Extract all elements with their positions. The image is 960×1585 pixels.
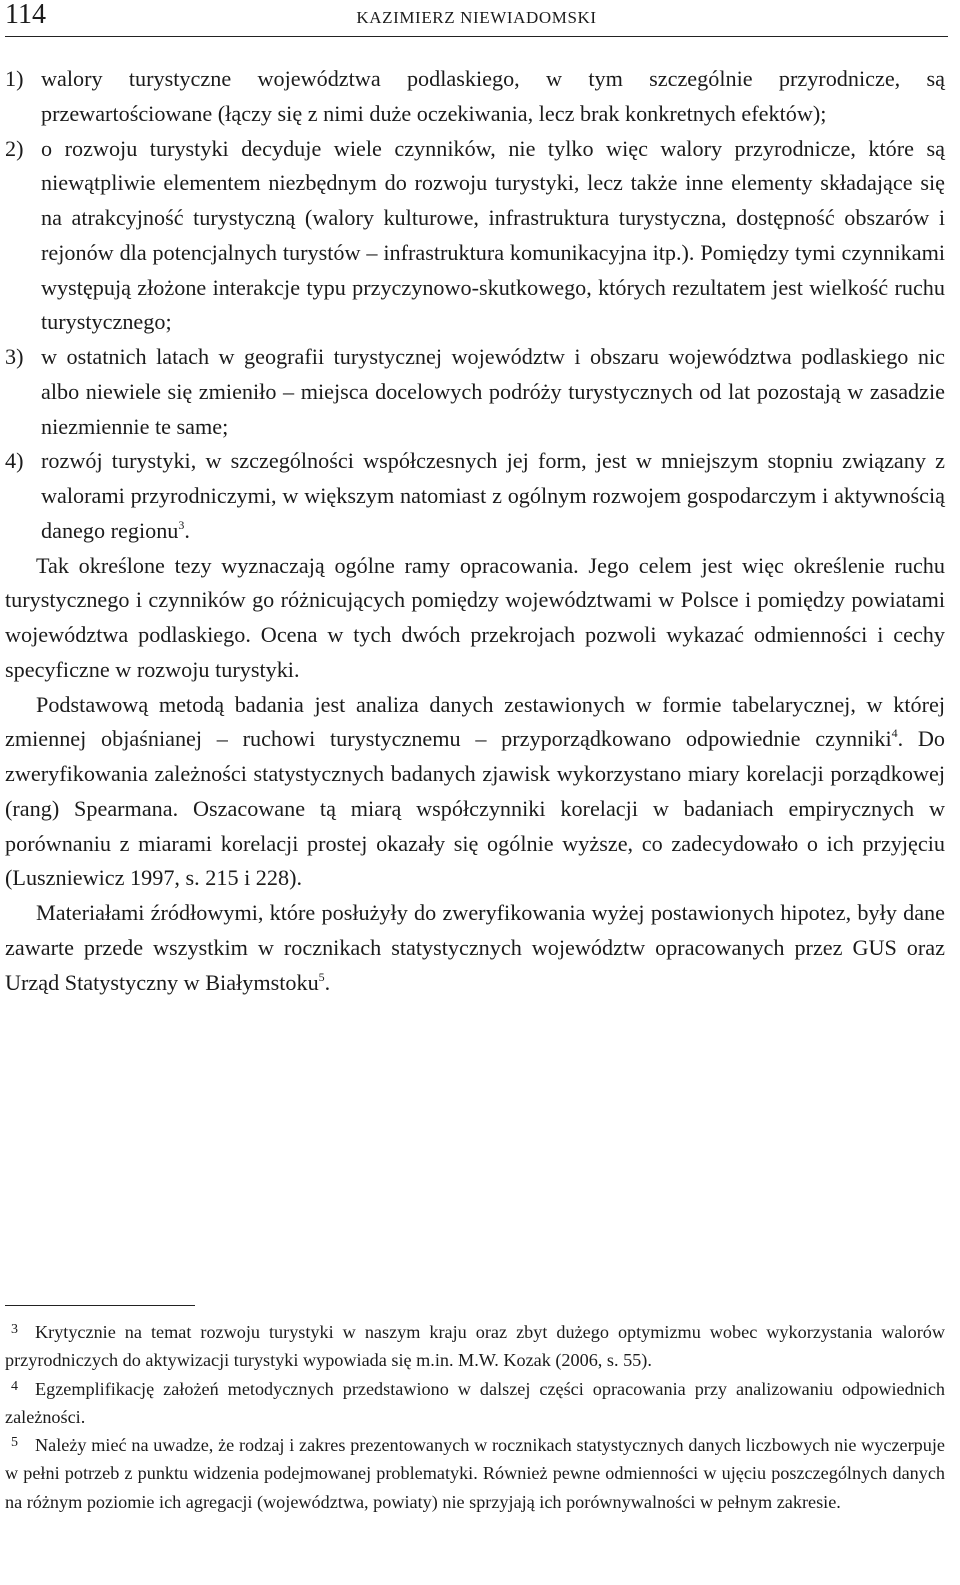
footnote-text: Egzemplifikację założeń metodycznych przedstawiono w dalszej części opracowania przy analizowaniu odpowiednich zależności. — [5, 1378, 945, 1427]
list-item-number: 2) — [5, 135, 24, 161]
footnote-ref-4[interactable]: 4 — [891, 726, 898, 741]
main-text — [5, 62, 945, 1000]
paragraph-method-text-b: . Do zweryfikowania zależności statystycznych badanych zjawisk wykorzystano miary korelacji porządkowej (rang) Spearmana. Oszacowane tą miarą współczynniki korelacji w badaniach empirycznych w porównaniu z miarami korelacji prostej okazały się ogólnie wyższe, co zadecydowało o ich przyjęciu (Luszniewicz 1997, s. 215 i 228). — [5, 726, 945, 891]
list-item-number: 4) — [5, 448, 24, 474]
footnote-separator — [5, 1305, 195, 1306]
list-item — [5, 444, 945, 548]
running-head: KAZIMIERZ NIEWIADOMSKI — [356, 8, 597, 27]
footnotes — [5, 1318, 945, 1516]
page-header — [5, 0, 948, 37]
list-item-text: walory turystyczne województwa podlaskiego, w tym szczególnie przyrodnicze, są przewartościowane (łączy się z nimi duże oczekiwania, lecz brak konkretnych efektów); — [41, 66, 945, 126]
paragraph-sources-text-a: Materiałami źródłowymi, które posłużyły do zweryfikowania wyżej postawionych hipotez, były dane zawarte przede wszystkim w rocznikach statystycznych województw opracowanych przez GUS oraz Urząd Statystyczny w Białymstoku — [5, 900, 945, 995]
list-item-period: . — [184, 517, 190, 543]
page-number: 114 — [5, 0, 46, 30]
list-item-text: o rozwoju turystyki decyduje wiele czynników, nie tylko więc walory przyrodnicze, które są niewątpliwie elementem niezbędnym do rozwoju turystyki, lecz także inne elementy składające się na atrakcyjność turystyczną (walory kulturowe, infrastruktura turystyczna, dostępność obszarów i rejonów dla potencjalnych turystów – infrastruktura komunikacyjna itp.). Pomiędzy tymi czynnikami występują złożone interakcje typu przyczynowo-skutkowego, których rezultatem jest wielkość ruchu turystycznego; — [41, 135, 945, 335]
paragraph-aims: Tak określone tezy wyznaczają ogólne ramy opracowania. Jego celem jest więc określenie ruchu turystycznego i czynników go różnicujących pomiędzy województwami w Polsce i pomiędzy powiatami województwa podlaskiego. Ocena w tych dwóch przekrojach pozwoli wykazać odmienności i cechy specyficzne w rozwoju turystyki. — [5, 552, 945, 682]
footnote-text: Należy mieć na uwadze, że rodzaj i zakres prezentowanych w rocznikach statystycznych danych liczbowych nie wyczerpuje w pełni potrzeb z punktu widzenia podejmowanej problematyki. Również pewne odmienności w ujęciu poszczególnych danych na różnym poziomie ich agregacji (województwa, powiaty) nie sprzyjają ich porównywalności w pełnym zakresie. — [5, 1435, 945, 1512]
list-item-number: 3) — [5, 344, 24, 369]
list-item — [5, 340, 945, 444]
footnote: 5 Należy mieć na uwadze, że rodzaj i zakres prezentowanych w rocznikach statystycznych danych liczbowych nie wyczerpuje w pełni potrzeb z punktu widzenia podejmowanej problematyki. Również pewne odmienności w ujęciu poszczególnych danych na różnym poziomie ich agregacji (województwa, powiaty) nie sprzyjają ich porównywalności w pełnym zakresie. — [5, 1435, 945, 1512]
footnote-ref-5[interactable]: 5 — [318, 969, 325, 984]
footnote: 3 Krytycznie na temat rozwoju turystyki w naszym kraju oraz zbyt dużego optymizmu wobec wykorzystania walorów przyrodniczych do aktywizacji turystyki wypowiada się m.in. M.W. Kozak (2006, s. 55). — [5, 1322, 945, 1371]
list-item — [5, 132, 945, 341]
footnote-ref-3[interactable]: 3 — [178, 517, 185, 532]
list-item — [5, 62, 945, 132]
paragraph-method-text-a: Podstawową metodą badania jest analiza danych zestawionych w formie tabelarycznej, w której zmiennej objaśnianej – ruchowi turystycznemu – przyporządkowano odpowiednie czynniki — [5, 691, 945, 752]
list-item-text-wrap — [41, 444, 945, 548]
paragraph-sources-text-b: . — [324, 969, 331, 995]
paragraph-sources — [5, 896, 945, 1000]
footnote: 4 Egzemplifikację założeń metodycznych przedstawiono w dalszej części opracowania przy analizowaniu odpowiednich zależności. — [5, 1378, 945, 1427]
list-item-text: rozwój turystyki, w szczególności współczesnych jej form, jest w mniejszym stopniu związany z walorami przyrodniczymi, w większym natomiast z ogólnym rozwojem gospodarczym i aktywnością danego regionu — [41, 448, 945, 543]
list-item-number: 1) — [5, 66, 24, 91]
list-item-text: w ostatnich latach w geografii turystycznej województw i obszaru województwa podlaskiego nic albo niewiele się zmieniło – miejsca docelowych podróży turystycznych od lat pozostają w zasadzie niezmiennie te same; — [41, 344, 945, 439]
paragraph-method — [5, 688, 945, 897]
footnote-text: Krytycznie na temat rozwoju turystyki w naszym kraju oraz zbyt dużego optymizmu wobec wykorzystania walorów przyrodniczych do aktywizacji turystyki wypowiada się m.in. M.W. Kozak (2006, s. 55). — [5, 1322, 945, 1371]
